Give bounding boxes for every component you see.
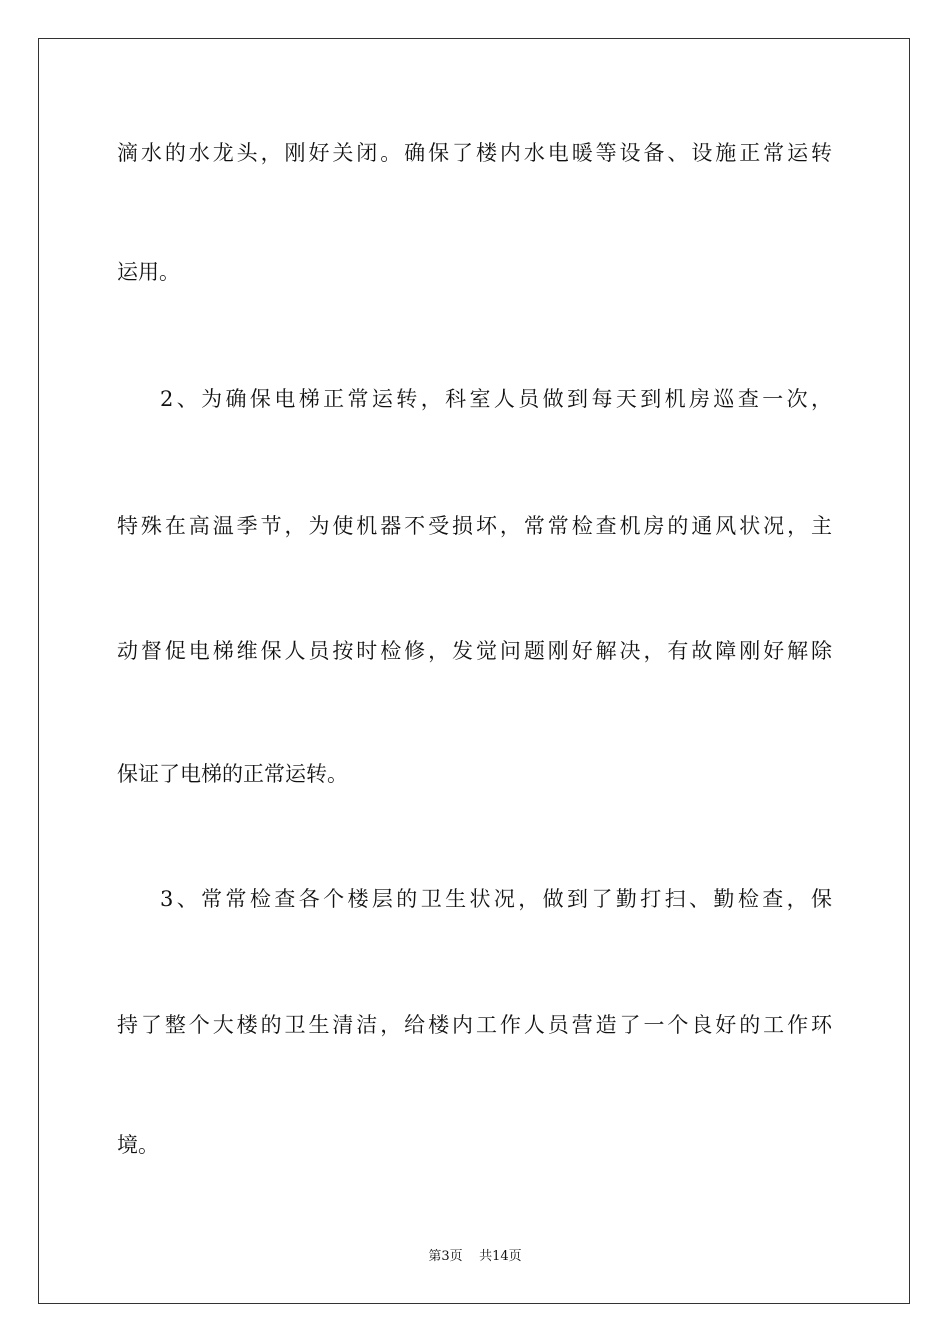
page-border	[38, 38, 910, 1304]
body-text-line: 2、为确保电梯正常运转，科室人员做到每天到机房巡查一次，	[160, 387, 832, 411]
body-text-line: 运用。	[117, 260, 180, 284]
body-text-line: 滴水的水龙头，刚好关闭。确保了楼内水电暖等设备、设施正常运转	[117, 141, 832, 165]
body-text-line: 3、常常检查各个楼层的卫生状况，做到了勤打扫、勤检查，保	[160, 887, 832, 911]
page-footer	[0, 1248, 950, 1266]
body-text-line: 特殊在高温季节，为使机器不受损坏，常常检查机房的通风状况，主	[117, 514, 832, 538]
body-text-line: 动督促电梯维保人员按时检修，发觉问题刚好解决，有故障刚好解除	[117, 639, 832, 663]
body-text-line: 保证了电梯的正常运转。	[117, 762, 348, 786]
body-text-line: 持了整个大楼的卫生清洁，给楼内工作人员营造了一个良好的工作环	[117, 1013, 832, 1037]
body-text-line: 境。	[117, 1133, 159, 1157]
page-number: 第3页	[428, 1249, 463, 1264]
total-pages: 共14页	[479, 1249, 522, 1264]
